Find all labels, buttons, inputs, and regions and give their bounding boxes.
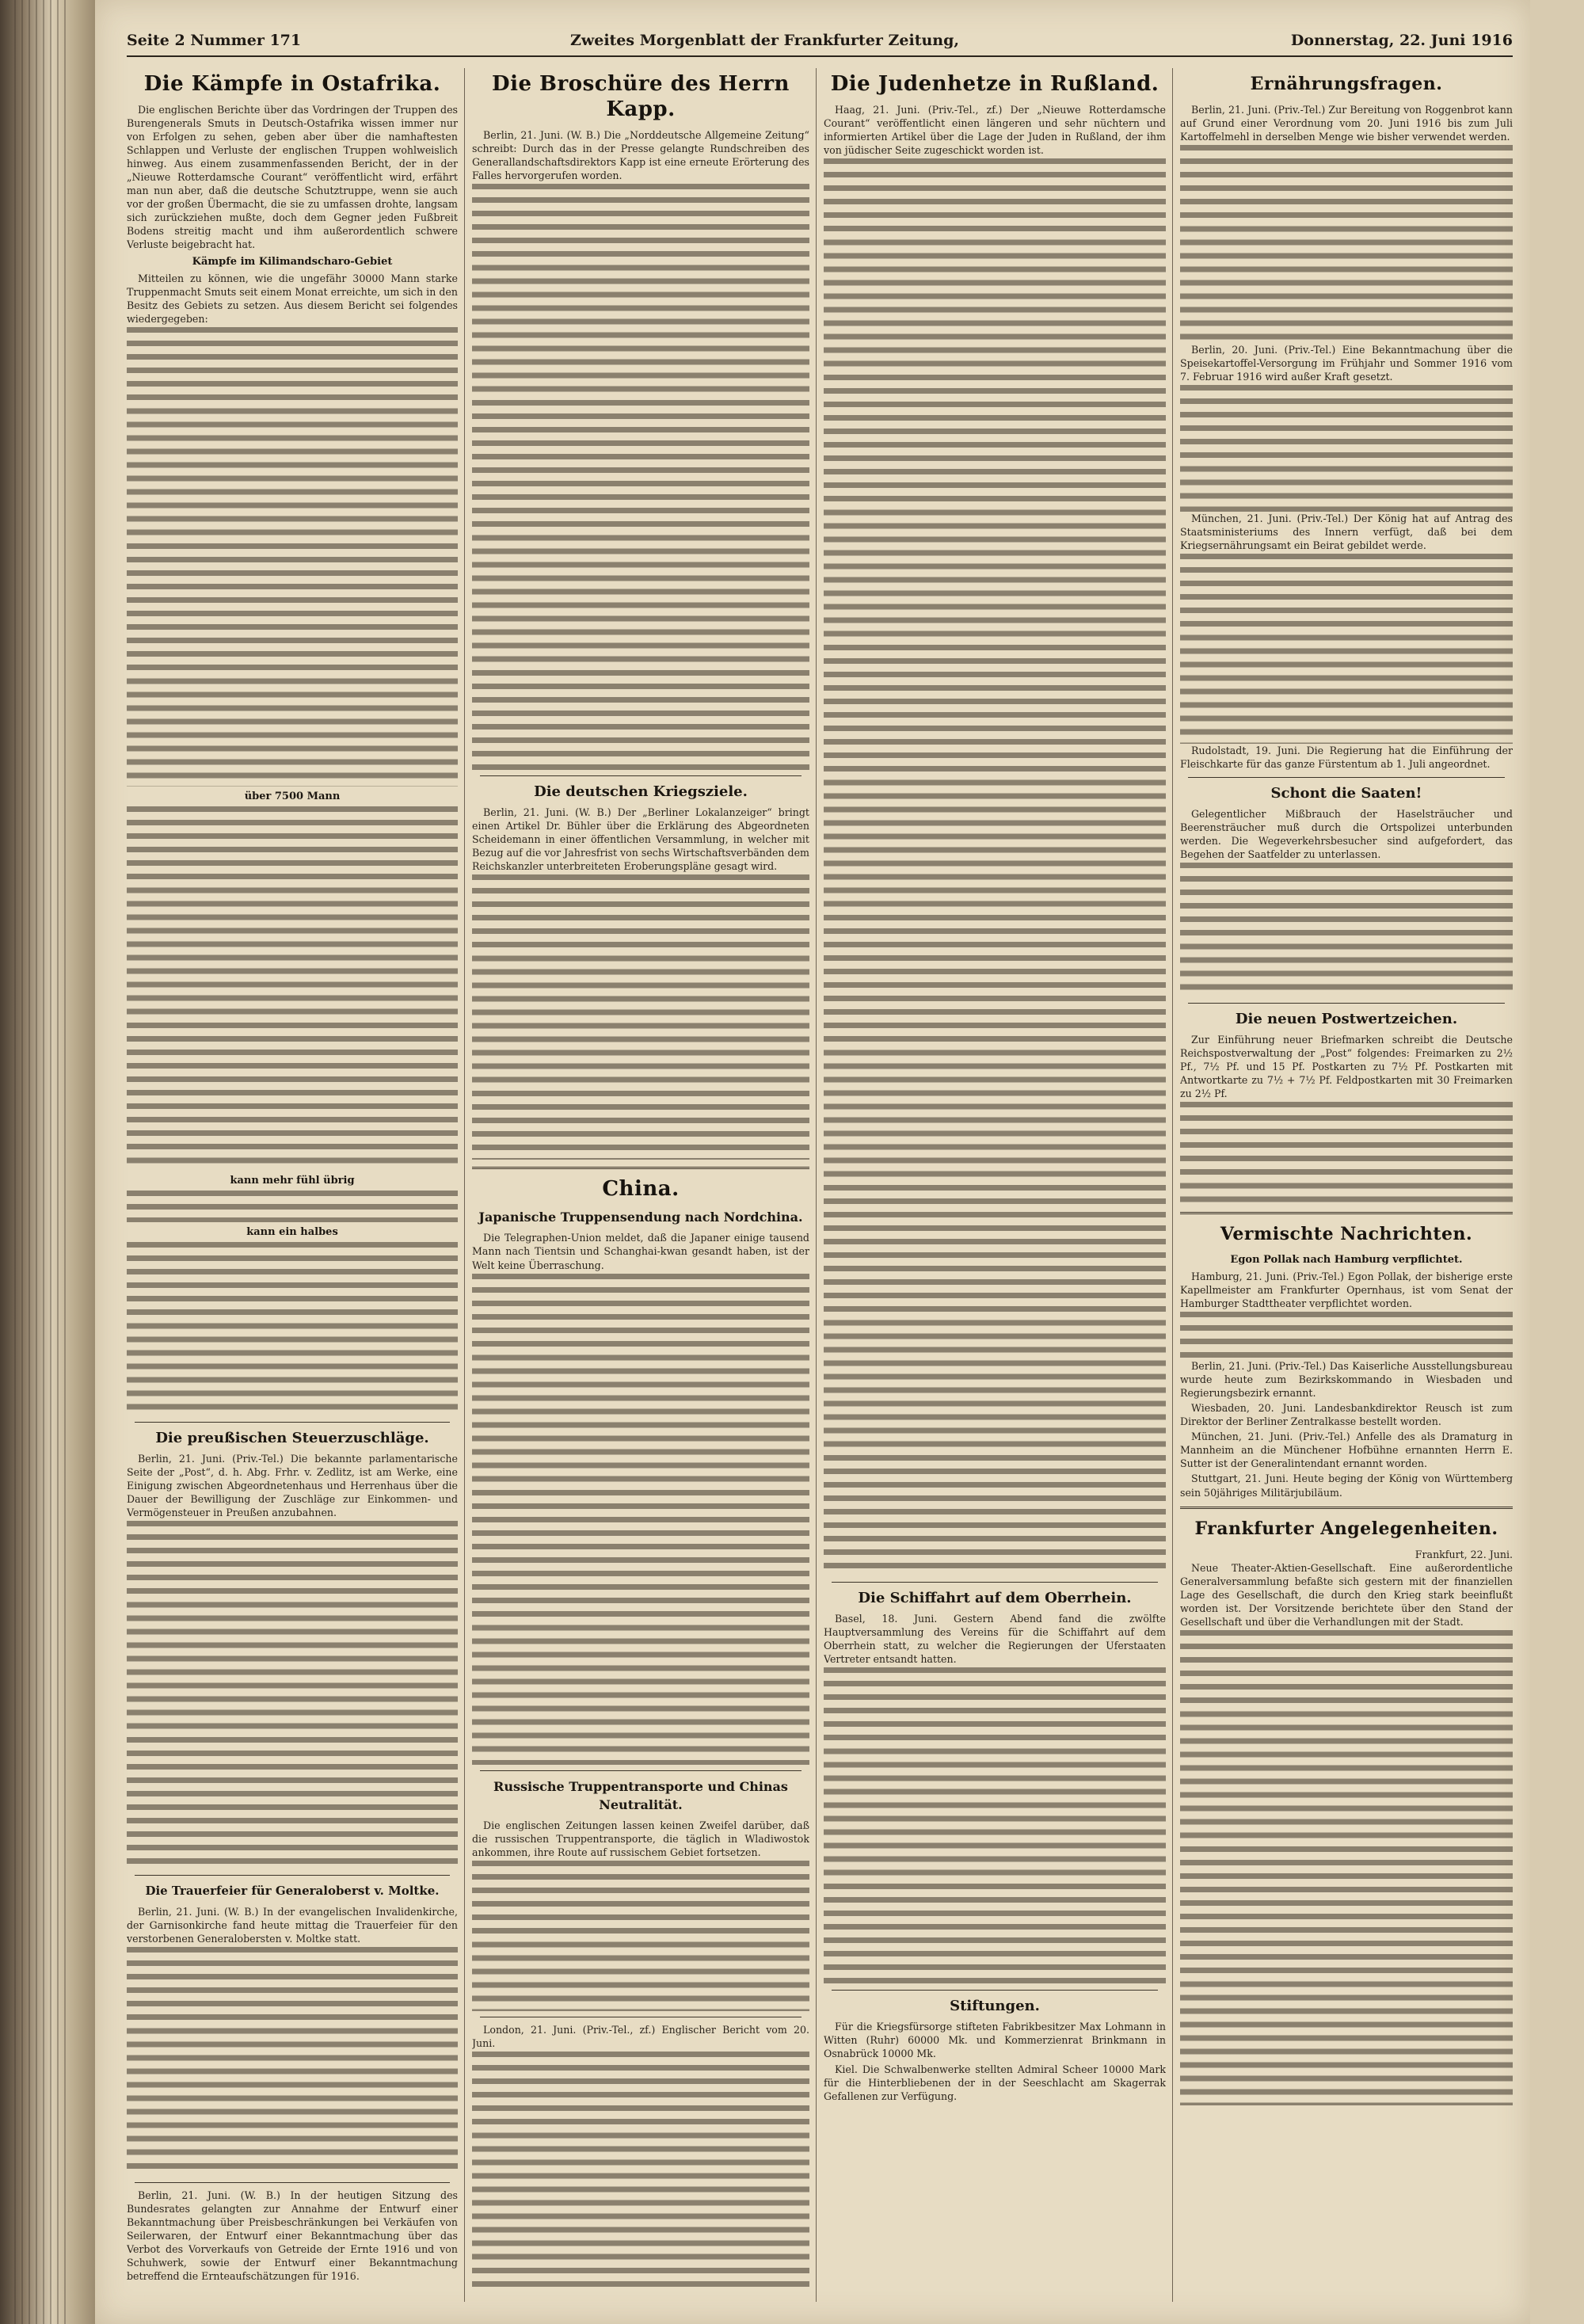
article-ostafrika-text-3: [127, 1191, 458, 1222]
article-ernaehrung-text-3: [1180, 554, 1513, 744]
newspaper-page: [95, 0, 1530, 2324]
article-russland-text: [472, 1861, 809, 2011]
article-ostafrika-text-2: [127, 806, 458, 1171]
column-4: [1180, 68, 1513, 2302]
headline-ostafrika: Die Kämpfe in Ostafrika.: [143, 72, 441, 96]
article-moltke-text: [127, 1947, 458, 2177]
article-ernaehrung-4: Rudolstadt, 19. Juni. Die Regierung hat die Einführung der Fleischkarte für das ganze Fürstentum ab 1. Juli angeordnet.: [1180, 745, 1513, 771]
section-divider: [472, 1167, 809, 1169]
article-kapp-text: [472, 184, 809, 770]
article-steuer-text: [127, 1521, 458, 1869]
headline-steuerzuschlaege: Die preußischen Steuerzuschläge.: [155, 1429, 429, 1446]
article-judenhetze-intro: Haag, 21. Juni. (Priv.-Tel., zf.) Der „Nieuwe Rotterdamsche Courant“ veröffentlicht einen längeren und sehr nüchtern und informierten Artikel über die Lage der Juden in Rußland, der ihm von jüdischer Seite zugeschickt worden ist.: [824, 104, 1166, 157]
article-kriegsziele-text: [472, 874, 809, 1160]
article-post-intro: Zur Einführung neuer Briefmarken schreibt die Deutsche Reichspostverwaltung der „Post“ folgendes: Freimarken zu 2½ Pf., 7½ Pf. und 15 Pf. Postkarten zu 7½ Pf. Postkarten mit Antwortkarte zu 7½ + 7½ Pf. Feldpostkarten mit 30 Freimarken zu 2½ Pf.: [1180, 1033, 1513, 1099]
adjacent-page-edge: [1530, 0, 1584, 2324]
article-stiftungen-2: Kiel. Die Schwalbenwerke stellten Admiral Scheer 10000 Mark für die Hinterbliebenen der in der Seeschlacht am Skagerrak Gefallenen zur Verfügung.: [824, 2063, 1166, 2102]
article-japan-intro: Die Telegraphen-Union meldet, daß die Japaner einige tausend Mann nach Tientsin und Schanghai-kwan gesandt haben, ist der Welt keine Überraschung.: [472, 1232, 809, 1271]
article-ostafrika-text: [127, 327, 458, 787]
headline-saaten: Schont die Saaten!: [1270, 784, 1422, 802]
article-berlin-ausstellung: Berlin, 21. Juni. (Priv.-Tel.) Das Kaiserliche Ausstellungsbureau wurde heute zum Bezirkskommando in Wiesbaden und Regierungsbezirk ernannt.: [1180, 1360, 1513, 1400]
article-theater: Neue Theater-Aktien-Gesellschaft. Eine außerordentliche Generalversammlung befaßte sich gestern mit der finanziellen Lage des Gesellschaft, die durch den Krieg stark beeinflußt worden ist. Der Vorsitzende berichtete über den Stand der Gesellschaft und über die Verhandlungen mit der Stadt.: [1180, 1561, 1513, 1628]
section-divider: [1180, 1212, 1513, 1214]
article-london-text: [472, 2052, 809, 2289]
article-pollak-text: [1180, 1312, 1513, 1359]
headline-judenhetze: Die Judenhetze in Rußland.: [830, 72, 1159, 96]
article-ostafrika-p2: Mitteilen zu können, wie die ungefähr 30000 Mann starke Truppenmacht Smuts seit einem Monat erreichte, um sich in den Besitz des Gebiets zu setzen. Aus diesem Bericht sei folgendes wiedergegeben:: [127, 272, 458, 325]
header-masthead: Zweites Morgenblatt der Frankfurter Zeitung,: [570, 32, 960, 49]
section-divider: [1180, 1507, 1513, 1509]
article-steuer-intro: Berlin, 21. Juni. (Priv.-Tel.) Die bekannte parlamentarische Seite der „Post“, d. h. Abg. Frhr. v. Zedlitz, ist am Werke, eine Einigung zwischen Abgeordnetenhaus und Herrenhaus über die Dauer der Bewilligung der Zuschläge zur Einkommen- und Vermögensteuer in Preußen anzubahnen.: [127, 1452, 458, 1518]
headline-japanische-truppen: Japanische Truppensendung nach Nordchina.: [478, 1210, 803, 1225]
article-kriegsziele-intro: Berlin, 21. Juni. (W. B.) Der „Berliner Lokalanzeiger“ bringt einen Artikel Dr. Bühler über die Erklärung des Abgeordneten Scheidemann in einer öffentlichen Versammlung, in welcher mit Bezug auf die vor Jahresfrist von sechs Wirtschaftsverbänden dem Reichskanzler unterbreiteten Eroberungspläne gesagt wird.: [472, 806, 809, 873]
subhead-halbes: kann ein halbes: [246, 1225, 338, 1238]
header-page-number: Seite 2 Nummer 171: [127, 32, 302, 49]
headline-kapp: Die Broschüre des Herrn Kapp.: [492, 72, 790, 121]
article-divider: [135, 1875, 450, 1876]
headline-schiffahrt: Die Schiffahrt auf dem Oberrhein.: [858, 1590, 1132, 1607]
article-london: London, 21. Juni. (Priv.-Tel., zf.) Englischer Bericht vom 20. Juni.: [472, 2023, 809, 2049]
article-schiffahrt-intro: Basel, 18. Juni. Gestern Abend fand die zwölfte Hauptversammlung des Vereins für die Schiffahrt auf dem Oberrhein statt, zu welcher die Regierungen der Uferstaaten Vertreter entsandt hatten.: [824, 1613, 1166, 1666]
subhead-kilimandscharo: Kämpfe im Kilimandscharo-Gebiet: [192, 255, 393, 268]
subhead-7500-mann: über 7500 Mann: [244, 790, 341, 802]
subhead-pollak: Egon Pollak nach Hamburg verpflichtet.: [1230, 1253, 1463, 1266]
article-divider: [480, 1770, 802, 1771]
column-3: [824, 68, 1166, 2302]
headline-vermischte: Vermischte Nachrichten.: [1220, 1223, 1473, 1244]
article-stiftungen-1: Für die Kriegsfürsorge stifteten Fabrikbesitzer Max Lohmann in Witten (Ruhr) 60000 Mk. und Kommerzienrat Brinkmann in Osnabrück 10000 Mk.: [824, 2021, 1166, 2060]
headline-russische-truppen: Russische Truppentransporte und Chinas Neutralität.: [493, 1778, 788, 1812]
column-rule: [816, 68, 817, 2302]
book-binding: [0, 0, 95, 2324]
article-japan-text: [472, 1274, 809, 1765]
article-saaten-text: [1180, 863, 1513, 997]
article-divider: [1188, 1003, 1505, 1004]
article-ostafrika-intro: Die englischen Berichte über das Vordringen der Truppen des Burengenerals Smuts in Deutsch-Ostafrika wissen immer nur von Erfolgen zu sehen, geben aber über die namhaftesten Schlappen und Verluste der englischen Truppen wohlweislich hinweg. Aus einem zusammenfassenden Bericht, der in der „Nieuwe Rotterdamsche Courant“ veröffentlicht wird, erfährt man nun aber, daß die deutsche Schutztruppe, wenn sie auch vor der großen Übermacht, die sie zu umfassen drohte, langsam sich zurückziehen mußte, doch dem Gegner jeden Fußbreit Bodens streitig macht und ihm außerordentlich schwere Verluste beigebracht hat.: [127, 104, 458, 251]
subhead-uebrig: kann mehr fühl übrig: [230, 1174, 355, 1187]
article-theater-text: [1180, 1630, 1513, 2105]
article-russland-intro: Die englischen Zeitungen lassen keinen Zweifel darüber, daß die russischen Truppentransporte, die täglich in Wladiwostok ankommen, ihre Route auf russischem Gebiet fortsetzen.: [472, 1819, 809, 1858]
article-divider: [135, 1422, 450, 1423]
column-2: [472, 68, 809, 2302]
article-divider: [135, 2182, 450, 2183]
article-bundesrat: Berlin, 21. Juni. (W. B.) In der heutigen Sitzung des Bundesrates gelangten zur Annahme der Entwurf einer Bekanntmachung über Preisbeschränkungen bei Verkäufen von Seilerwaren, der Entwurf einer Bekanntmachung über das Verbot des Vorverkaufs von Getreide der Ernte 1916 und von Schuhwerk, sowie der Entwurf einer Bekanntmachung betreffend die Ernteaufschätzungen für 1916.: [127, 2189, 458, 2283]
headline-china: China.: [602, 1177, 680, 1202]
article-post-text: [1180, 1102, 1513, 1205]
article-muenchen: München, 21. Juni. (Priv.-Tel.) Anfelle des als Dramaturg in Mannheim an die Münchener Hofbühne ernannten Herrn E. Sutter ist der Generalintendant ernannt worden.: [1180, 1431, 1513, 1470]
article-wiesbaden: Wiesbaden, 20. Juni. Landesbankdirektor Reusch ist zum Direktor der Berliner Zentralkasse bestellt worden.: [1180, 1402, 1513, 1428]
header-date: Donnerstag, 22. Juni 1916: [1290, 32, 1513, 49]
article-judenhetze-text: [824, 158, 1166, 1576]
dateline-frankfurt: Frankfurt, 22. Juni.: [1415, 1548, 1513, 1560]
article-divider: [832, 1990, 1158, 1991]
headline-kriegsziele: Die deutschen Kriegsziele.: [534, 783, 748, 801]
article-ernaehrung-text-1: [1180, 145, 1513, 343]
article-divider: [1188, 777, 1505, 778]
article-kapp-intro: Berlin, 21. Juni. (W. B.) Die „Norddeutsche Allgemeine Zeitung“ schreibt: Durch das in der Presse gelangte Rundschreiben des Generallandschaftsdirektors Kapp ist eine erneute Erörterung des Falles hervorgerufen worden.: [472, 129, 809, 182]
column-rule: [1172, 68, 1173, 2302]
article-divider: [832, 1582, 1158, 1583]
article-ernaehrung-2: Berlin, 20. Juni. (Priv.-Tel.) Eine Bekanntmachung über die Speisekartoffel-Versorgung im Frühjahr und Sommer 1916 vom 7. Februar 1916 wird außer Kraft gesetzt.: [1180, 344, 1513, 383]
column-1: [127, 68, 458, 2302]
article-ernaehrung-1: Berlin, 21. Juni. (Priv.-Tel.) Zur Bereitung von Roggenbrot kann auf Grund einer Verordnung vom 20. Juni 1916 bis zum Juli Kartoffelmehl in derselben Menge wie bisher verwendet werden.: [1180, 104, 1513, 143]
headline-moltke: Die Trauerfeier für Generaloberst v. Moltke.: [145, 1883, 440, 1898]
headline-postwertzeichen: Die neuen Postwertzeichen.: [1235, 1010, 1458, 1027]
article-saaten-intro: Gelegentlicher Mißbrauch der Haselsträucher und Beerensträucher muß durch die Ortspolizei unterbunden werden. Die Wegeverkehrsbesucher sind aufgefordert, das Begehen der Saatfelder zu unterlassen.: [1180, 807, 1513, 860]
article-schiffahrt-text: [824, 1667, 1166, 1984]
column-rule: [464, 68, 465, 2302]
article-ernaehrung-3: München, 21. Juni. (Priv.-Tel.) Der König hat auf Antrag des Staatsministeriums des Innern verfügt, daß bei dem Kriegsernährungsamt ein Beirat gebildet werde.: [1180, 512, 1513, 552]
headline-frankfurter: Frankfurter Angelegenheiten.: [1194, 1518, 1498, 1539]
article-ernaehrung-text-2: [1180, 385, 1513, 512]
page-header: [127, 29, 1513, 57]
article-pollak: Hamburg, 21. Juni. (Priv.-Tel.) Egon Pollak, der bisherige erste Kapellmeister am Frankfurter Opernhaus, ist vom Senat der Hamburger Stadttheater verpflichtet worden.: [1180, 1270, 1513, 1310]
article-ostafrika-text-4: [127, 1242, 458, 1416]
headline-stiftungen: Stiftungen.: [950, 1998, 1040, 2015]
article-stuttgart: Stuttgart, 21. Juni. Heute beging der König von Württemberg sein 50jähriges Militärjubiläum.: [1180, 1473, 1513, 1499]
article-divider: [480, 775, 802, 776]
headline-ernaehrung: Ernährungsfragen.: [1250, 74, 1443, 94]
article-moltke-intro: Berlin, 21. Juni. (W. B.) In der evangelischen Invalidenkirche, der Garnisonkirche fand heute mittag die Trauerfeier für den verstorbenen Generalobersten v. Moltke statt.: [127, 1905, 458, 1945]
